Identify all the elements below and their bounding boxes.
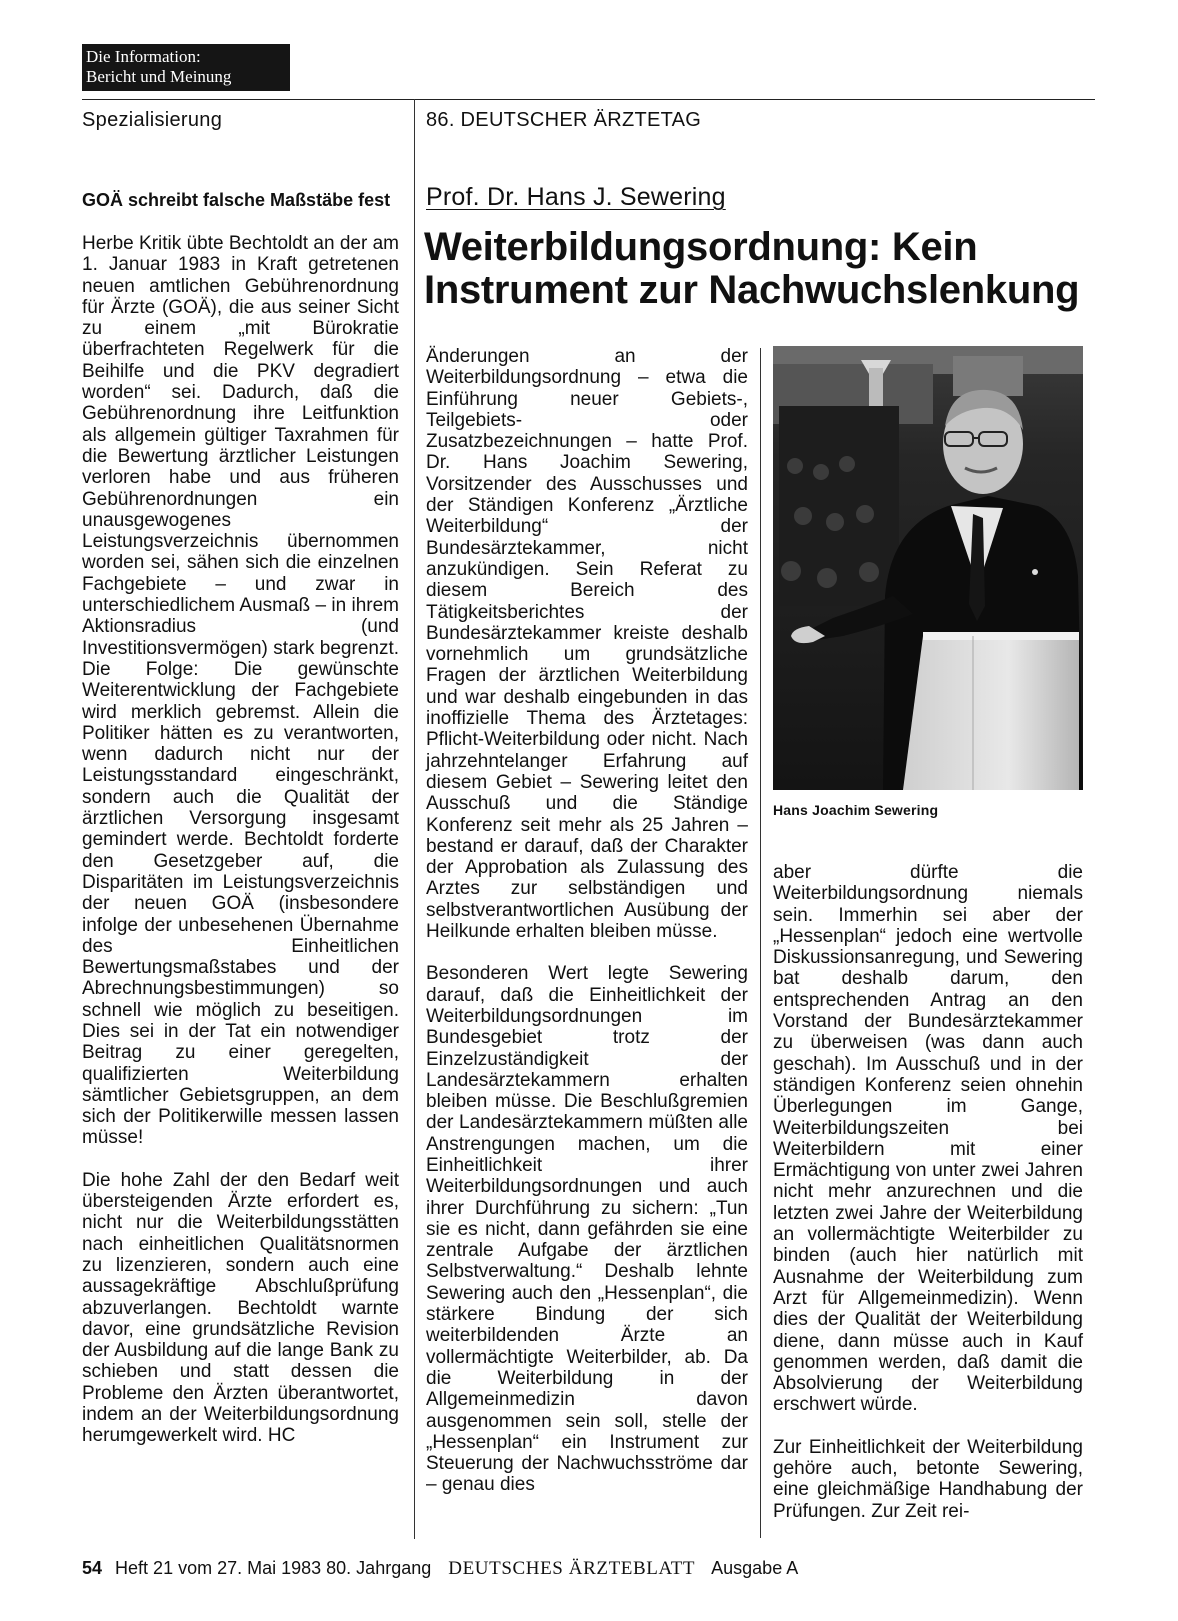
column-divider-middle	[760, 348, 761, 1538]
rubric-line-1: Die Information:	[86, 47, 201, 66]
right-paragraph: Zur Einheitlichkeit der Weiterbildung gehöre auch, betonte Sewering, eine gleichmäßige Handhabung der Prüfungen. Zur Zeit rei-	[773, 1436, 1083, 1522]
left-paragraph: Die hohe Zahl der den Bedarf weit übersteigenden Ärzte erfordert es, nicht nur die Weiterbildungsstätten nach einheitlichen Qualitätsnormen zu lizenzieren, sondern auch eine aussagekräftige Abschlußprüfung abzuverlangen. Bechtoldt warnte davor, eine grundsätzliche Revision der Ausbildung auf die lange Bank zu schieben und statt dessen die Probleme den Ärzten überantwortet, indem an der Weiterbildungsordnung herumgewerkelt wird. HC	[82, 1169, 399, 1447]
page-number: 54	[82, 1558, 103, 1578]
section-label-left: Spezialisierung	[82, 109, 223, 131]
rubric-line-2: Bericht und Meinung	[86, 67, 232, 86]
rubric-badge	[82, 44, 290, 91]
column-divider-main	[414, 99, 415, 1539]
portrait-photo	[773, 346, 1083, 790]
middle-column	[426, 346, 748, 1496]
right-paragraph: aber dürfte die Weiterbildungsordnung niemals sein. Immerhin sei aber der „Hessenplan“ jedoch eine wertvolle Diskussionsanregung, und Sewering bat deshalb darum, den entsprechenden Antrag an den Vorstand der Bundesärztekammer zu überweisen (was dann auch geschah). Im Ausschuß und in der ständigen Konferenz seien ohnehin Überlegungen im Gange, Weiterbildungszeiten bei Weiterbildern mit einer Ermächtigung von unter zwei Jahren nicht mehr anzurechnen und die letzten zwei Jahre der Weiterbildung an vollermächtigte Weiterbilder zu binden (auch hier natürlich mit Ausnahme der Weiterbildung zum Arzt für Allgemeinmedizin). Wenn dies der Qualität der Weiterbildung diene, dann müsse auch in Kauf genommen werden, daß damit die Absolvierung der Weiterbildung erschwert würde.	[773, 862, 1083, 1416]
photo-caption: Hans Joachim Sewering	[773, 802, 939, 818]
article-headline: Weiterbildungsordnung: Kein Instrument zur Nachwuchslenkung	[424, 225, 1080, 312]
right-column	[773, 862, 1083, 1522]
top-rule	[82, 99, 1095, 100]
article-author: Prof. Dr. Hans J. Sewering	[426, 183, 726, 211]
left-column	[82, 190, 399, 1447]
middle-paragraph: Besonderen Wert legte Sewering darauf, daß die Einheitlichkeit der Weiterbildungsordnungen im Bundesgebiet trotz der Einzelzuständigkeit der Landesärztekammern erhalten bleiben müsse. Die Beschlußgremien der Landesärztekammern müßten alle Anstrengungen machen, um die Einheitlichkeit ihrer Weiterbildungsordnungen und auch ihrer Durchführung zu sichern: „Tun sie es nicht, dann gefährden sie eine zentrale Aufgabe der ärztlichen Selbstverwaltung.“ Deshalb lehnte Sewering auch den „Hessenplan“, die stärkere Bindung der sich weiterbildenden Ärzte an vollermächtigte Weiterbilder, ab. Da die Weiterbildung in der Allgemeinmedizin davon ausgenommen sein soll, stelle der „Hessenplan“ ein Instrument zur Steuerung der Nachwuchsströme dar – genau dies	[426, 963, 748, 1496]
middle-paragraph: Änderungen an der Weiterbildungsordnung – etwa die Einführung neuer Gebiets-, Teilgebiets- oder Zusatzbezeichnungen – hatte Prof. Dr. Hans Joachim Sewering, Vorsitzender des Ausschusses und der Ständigen Konferenz „Ärztliche Weiterbildung“ der Bundesärztekammer, nicht anzukündigen. Sein Referat zu diesem Bereich des Tätigkeitsberichtes der Bundesärztekammer kreiste deshalb vornehmlich um grundsätzliche Fragen der ärztlichen Weiterbildung und war deshalb eingebunden in das inoffizielle Thema des Ärztetages: Pflicht-Weiterbildung oder nicht. Nach jahrzehntelanger Erfahrung auf diesem Gebiet – Sewering leitet den Ausschuß und die Ständige Konferenz seit mehr als 25 Jahren – bestand er darauf, daß der Charakter der Approbation als Zulassung des Arztes zur selbständigen und selbstverantwortlichen Ausübung der Heilkunde erhalten bleiben müsse.	[426, 346, 748, 943]
issue-info: Heft 21 vom 27. Mai 1983 80. Jahrgang	[115, 1558, 432, 1578]
left-paragraph: Herbe Kritik übte Bechtoldt an der am 1. Januar 1983 in Kraft getretenen neuen amtlichen Gebührenordnung für Ärzte (GOÄ), die aus seiner Sicht zu einem „mit Bürokratie überfrachteten Regelwerk für die Beihilfe und die PKV degradiert worden“ sei. Dadurch, daß die Gebührenordnung ihre Leitfunktion als allgemein gültiger Taxrahmen für die Bewertung ärztlicher Leistungen verloren habe und aus früheren Gebührenordnungen ein unausgewogenes Leistungsverzeichnis übernommen worden sei, sähen sich die einzelnen Fachgebiete – und zwar in unterschiedlichem Ausmaß – in ihrem Aktionsradius (und Investitionsvermögen) stark begrenzt. Die Folge: Die gewünschte Weiterentwicklung der Fachgebiete wird merklich gebremst. Allein die Politiker hätten es zu verantworten, wenn dadurch nicht nur der Leistungsstandard eingeschränkt, sondern auch die Qualität der ärztlichen Versorgung insgesamt gemindert werde. Bechtoldt forderte den Gesetzgeber auf, die Disparitäten im Leistungsverzeichnis der neuen GOÄ (insbesondere infolge der unbesehenen Übernahme des Einheitlichen Bewertungsmaßstabes und der Abrechnungsbestimmungen) so schnell wie möglich zu beseitigen. Dies sei in der Tat ein notwendiger Beitrag zu einer geregelten, qualifizierten Weiterbildung sämtlicher Gebietsgruppen, an dem sich der Politikerwille messen lassen müsse!	[82, 233, 399, 1149]
journal-name: DEUTSCHES ÄRZTEBLATT	[448, 1558, 696, 1579]
section-label-right: 86. DEUTSCHER ÄRZTETAG	[426, 109, 702, 131]
portrait-photo-drawing	[773, 346, 1083, 790]
left-column-heading: GOÄ schreibt falsche Maßstäbe fest	[82, 190, 391, 210]
page-footer	[82, 1558, 798, 1580]
edition-label: Ausgabe A	[711, 1558, 799, 1578]
